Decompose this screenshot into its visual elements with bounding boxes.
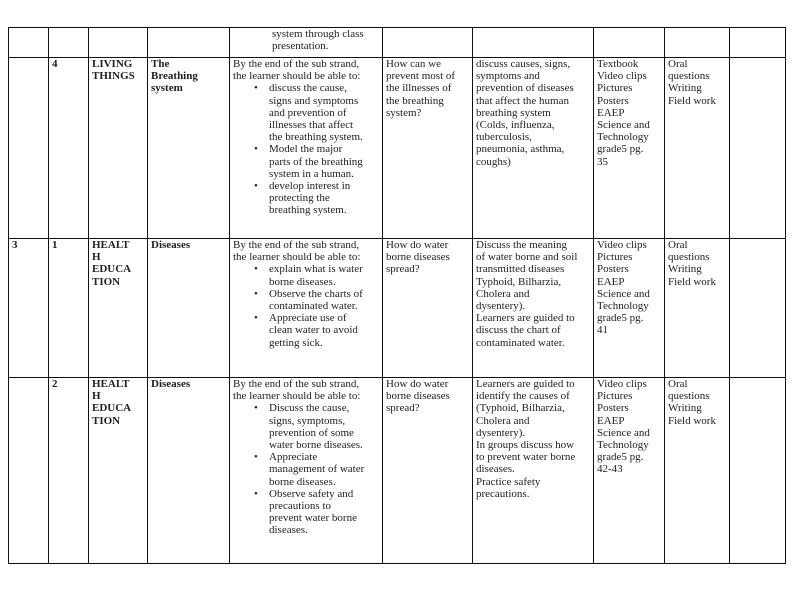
resource-line: Pictures <box>597 82 633 95</box>
resource-line: Video clips <box>597 70 647 83</box>
activity-line: tuberculosis, <box>476 131 532 144</box>
resource-line: Technology <box>597 300 649 313</box>
outcome-item <box>269 451 379 488</box>
resource-line: Science and <box>597 287 650 300</box>
outcome-line: • Model the major <box>269 143 343 156</box>
activity-line: symptoms and <box>476 70 540 83</box>
outcomes-intro-line: By the end of the sub strand, <box>233 378 360 390</box>
strand-line: H <box>92 251 101 264</box>
resource-line: grade5 pg. <box>597 451 644 464</box>
learning-outcomes-cell <box>230 239 383 378</box>
strand-cell <box>89 28 148 58</box>
outcome-item <box>269 288 379 312</box>
outcome-item <box>269 312 379 349</box>
outcome-line: prevention of some <box>269 426 354 439</box>
outcome-line: prevent water borne <box>269 512 357 525</box>
strand-line: TION <box>92 275 121 288</box>
strand-line: HEALT <box>92 378 130 390</box>
inquiry-line: borne diseases <box>386 390 450 403</box>
strand-line: LIVING <box>92 58 133 70</box>
resource-line: Technology <box>597 131 649 144</box>
outcome-item <box>269 402 379 451</box>
outcomes-intro-line: By the end of the sub strand, <box>233 239 360 251</box>
learning-outcomes-cell <box>230 28 383 58</box>
activity-line: to prevent water borne <box>476 451 576 464</box>
outcome-line: precautions to <box>269 500 332 513</box>
activity-line: discuss the chart of <box>476 324 561 337</box>
assessment-line: Writing <box>668 402 702 415</box>
inquiry-question-cell <box>383 28 473 58</box>
outcomes-intro-line: the learner should be able to: <box>233 251 361 264</box>
outcome-line: and prevention of <box>269 106 347 119</box>
inquiry-line: How do water <box>386 378 449 390</box>
activity-line: Learners are guided to <box>476 378 575 390</box>
substrand-cell <box>148 58 230 239</box>
learning-outcomes-cell <box>230 378 383 564</box>
resource-line: Video clips <box>597 239 647 251</box>
resource-line: Pictures <box>597 390 633 403</box>
assessment-line: Field work <box>668 414 716 427</box>
table-row <box>9 58 786 239</box>
activity-line: prevention of diseases <box>476 82 574 95</box>
substrand-cell <box>148 378 230 564</box>
learning-activities-cell <box>473 239 594 378</box>
outcome-line: system through class <box>272 28 364 40</box>
week-cell <box>9 28 49 58</box>
strand-line: EDUCA <box>92 402 132 415</box>
outcomes-intro-line: By the end of the sub strand, <box>233 58 360 70</box>
outcomes-intro-line: the learner should be able to: <box>233 70 361 83</box>
outcome-line: protecting the <box>269 192 330 205</box>
assessment-line: questions <box>668 70 710 83</box>
substrand-line: The <box>151 58 170 70</box>
activity-line: Practice safety <box>476 475 541 488</box>
activity-line: breathing system <box>476 106 551 119</box>
lesson-cell <box>49 58 89 239</box>
inquiry-line: spread? <box>386 263 420 276</box>
assessment-line: Field work <box>668 275 716 288</box>
resource-line: 41 <box>597 324 608 337</box>
outcome-line: system in a human. <box>269 167 354 180</box>
strand-line: TION <box>92 414 121 427</box>
outcome-line: • explain what is water <box>269 263 363 276</box>
strand-line: H <box>92 390 101 403</box>
assessment-line: questions <box>668 251 710 264</box>
outcome-line: clean water to avoid <box>269 324 358 337</box>
outcome-line: • Discuss the cause, <box>269 402 350 415</box>
outcome-continuation <box>233 28 379 52</box>
strand-cell <box>89 58 148 239</box>
learning-activities-cell <box>473 58 594 239</box>
outcome-line: illnesses that affect <box>269 119 354 132</box>
resource-line: Science and <box>597 426 650 439</box>
table-row <box>9 239 786 378</box>
assessment-line: Oral <box>668 239 688 251</box>
substrand-line: Breathing <box>151 70 198 83</box>
substrand-line: Diseases <box>151 378 191 390</box>
resource-line: Posters <box>597 263 629 276</box>
assessment-cell <box>665 58 730 239</box>
outcome-line: water borne diseases. <box>269 439 363 452</box>
resource-line: 42-43 <box>597 463 623 476</box>
inquiry-line: system? <box>386 106 422 119</box>
assessment-line: questions <box>668 390 710 403</box>
resource-line: Video clips <box>597 378 647 390</box>
resource-line: Pictures <box>597 251 633 264</box>
assessment-line: Writing <box>668 82 702 95</box>
week-cell <box>9 378 49 564</box>
resource-line: grade5 pg. <box>597 143 644 156</box>
outcome-line: borne diseases. <box>269 475 336 488</box>
resource-line: 35 <box>597 155 608 168</box>
lesson-number: 2 <box>52 378 58 390</box>
activity-line: discuss causes, signs, <box>476 58 571 70</box>
resource-line: Technology <box>597 439 649 452</box>
outcomes-list <box>233 402 379 536</box>
lesson-cell <box>49 28 89 58</box>
assessment-line: Oral <box>668 58 688 70</box>
outcomes-intro-line: the learner should be able to: <box>233 390 361 403</box>
outcome-line: signs and symptoms <box>269 94 359 107</box>
assessment-cell <box>665 378 730 564</box>
remarks-cell <box>730 28 786 58</box>
substrand-cell <box>148 28 230 58</box>
inquiry-line: the illnesses of <box>386 82 452 95</box>
activity-line: transmitted diseases <box>476 263 565 276</box>
week-number: 3 <box>12 239 18 251</box>
activity-line: contaminated water. <box>476 336 565 349</box>
outcome-item <box>269 82 379 143</box>
strand-cell <box>89 239 148 378</box>
learning-outcomes-cell <box>230 58 383 239</box>
activity-line: identify the causes of <box>476 390 570 403</box>
learning-activities-cell <box>473 378 594 564</box>
resource-line: EAEP <box>597 275 625 288</box>
outcome-line: breathing system. <box>269 204 347 217</box>
outcome-item <box>269 263 379 287</box>
inquiry-line: How can we <box>386 58 441 70</box>
activity-line: (Colds, influenza, <box>476 119 555 132</box>
inquiry-question-cell <box>383 58 473 239</box>
inquiry-question-cell <box>383 378 473 564</box>
remarks-cell <box>730 239 786 378</box>
table-row <box>9 28 786 58</box>
activity-line: that affect the human <box>476 94 569 107</box>
outcome-line: • discuss the cause, <box>269 82 347 95</box>
lesson-cell <box>49 239 89 378</box>
activity-line: Cholera and <box>476 414 530 427</box>
activity-line: coughs) <box>476 155 511 168</box>
strand-line: HEALT <box>92 239 130 251</box>
strand-cell <box>89 378 148 564</box>
outcome-line: presentation. <box>272 40 329 53</box>
outcome-line: • Observe safety and <box>269 487 354 500</box>
outcome-line: signs, symptoms, <box>269 414 346 427</box>
assessment-line: Writing <box>668 263 702 276</box>
learning-activities-cell <box>473 28 594 58</box>
activity-line: Learners are guided to <box>476 312 575 325</box>
outcome-item <box>269 143 379 180</box>
activity-line: of water borne and soil <box>476 251 578 264</box>
outcome-line: borne diseases. <box>269 275 336 288</box>
resource-line: Posters <box>597 94 629 107</box>
outcome-line: getting sick. <box>269 336 323 349</box>
inquiry-line: How do water <box>386 239 449 251</box>
resource-line: Posters <box>597 402 629 415</box>
activity-line: diseases. <box>476 463 515 476</box>
assessment-line: Oral <box>668 378 688 390</box>
remarks-cell <box>730 378 786 564</box>
resource-line: Science and <box>597 119 650 132</box>
outcome-line: • Observe the charts of <box>269 287 363 300</box>
activity-line: Typhoid, Bilharzia, <box>476 275 562 288</box>
strand-line: THINGS <box>92 70 135 83</box>
inquiry-line: the breathing <box>386 94 444 107</box>
resource-line: grade5 pg. <box>597 312 644 325</box>
outcome-line: the breathing system. <box>269 131 363 144</box>
activity-line: Cholera and <box>476 287 530 300</box>
assessment-line: Field work <box>668 94 716 107</box>
table-row <box>9 378 786 564</box>
remarks-cell <box>730 58 786 239</box>
resources-cell <box>594 239 665 378</box>
inquiry-question-cell <box>383 239 473 378</box>
activity-line: dysentery). <box>476 300 526 313</box>
resources-cell <box>594 378 665 564</box>
resources-cell <box>594 58 665 239</box>
resource-line: EAEP <box>597 414 625 427</box>
lesson-cell <box>49 378 89 564</box>
inquiry-line: prevent most of <box>386 70 456 83</box>
outcome-line: • Appreciate <box>269 451 318 464</box>
outcome-line: • Appreciate use of <box>269 312 347 325</box>
outcome-item <box>269 180 379 217</box>
outcome-line: diseases. <box>269 524 308 537</box>
scheme-of-work-table <box>8 27 786 564</box>
inquiry-line: spread? <box>386 402 420 415</box>
outcome-line: • develop interest in <box>269 180 351 193</box>
substrand-cell <box>148 239 230 378</box>
lesson-number: 1 <box>52 239 58 251</box>
activity-line: In groups discuss how <box>476 439 575 452</box>
activity-line: (Typhoid, Bilharzia, <box>476 402 565 415</box>
inquiry-line: borne diseases <box>386 251 450 264</box>
resource-line: EAEP <box>597 106 625 119</box>
substrand-line: system <box>151 82 183 95</box>
outcome-line: parts of the breathing <box>269 155 363 168</box>
outcome-item <box>269 488 379 537</box>
outcomes-list <box>233 82 379 216</box>
outcome-line: contaminated water. <box>269 300 358 313</box>
assessment-cell <box>665 28 730 58</box>
resource-line: Textbook <box>597 58 639 70</box>
outcome-line: management of water <box>269 463 365 476</box>
lesson-number: 4 <box>52 58 58 70</box>
activity-line: Discuss the meaning <box>476 239 568 251</box>
outcomes-list <box>233 263 379 348</box>
substrand-line: Diseases <box>151 239 191 251</box>
activity-line: dysentery). <box>476 426 526 439</box>
activity-line: precautions. <box>476 487 530 500</box>
week-cell <box>9 239 49 378</box>
assessment-cell <box>665 239 730 378</box>
strand-line: EDUCA <box>92 263 132 276</box>
activity-line: pneumonia, asthma, <box>476 143 565 156</box>
resources-cell <box>594 28 665 58</box>
week-cell <box>9 58 49 239</box>
